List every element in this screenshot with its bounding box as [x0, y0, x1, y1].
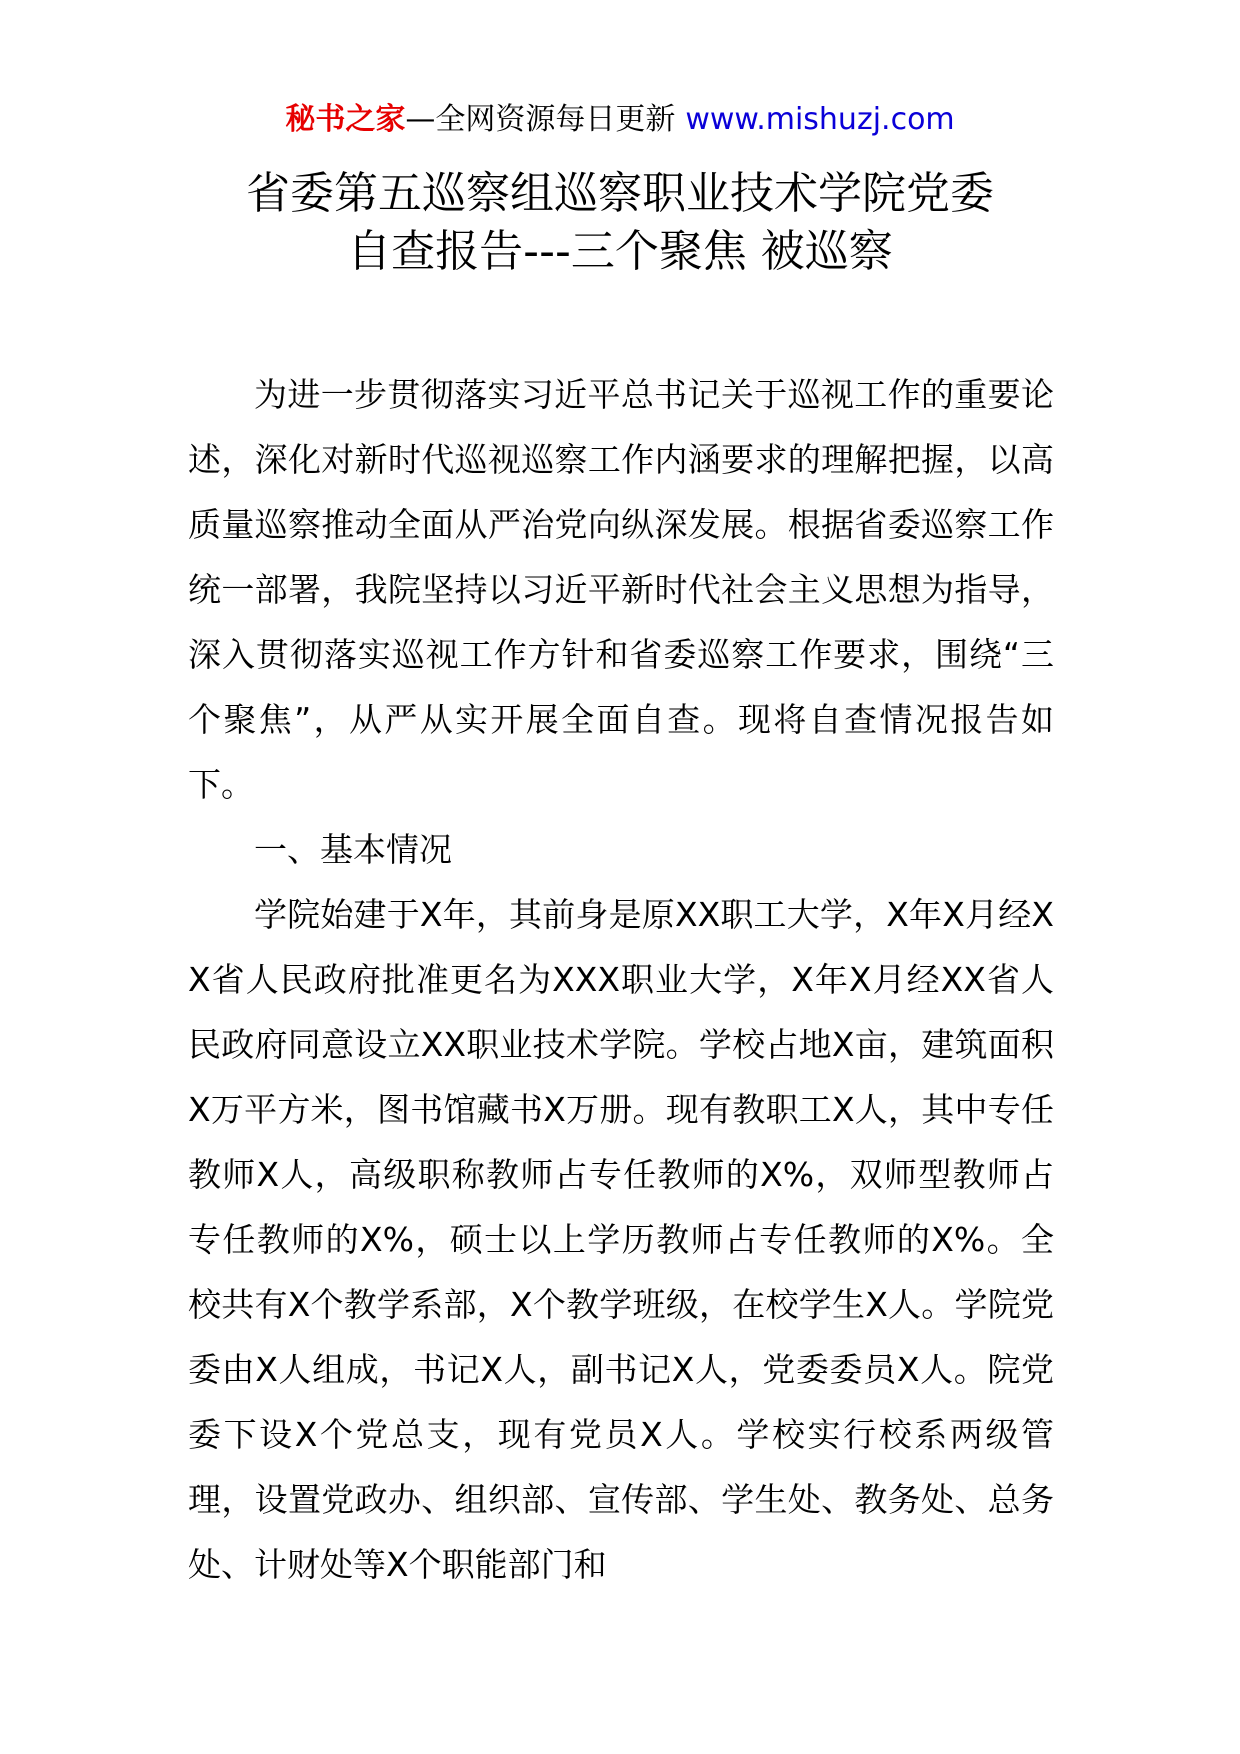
header-tagline: —全网资源每日更新 — [405, 102, 676, 137]
title-line-2: 自查报告---三个聚焦 被巡察 — [347, 226, 893, 277]
document-title — [0, 165, 1240, 281]
title-line-1: 省委第五巡察组巡察职业技术学院党委 — [246, 168, 994, 219]
intro-paragraph: 为进一步贯彻落实习近平总书记关于巡视工作的重要论述，深化对新时代巡视巡察工作内涵要求的理解把握，以高质量巡察推动全面从严治党向纵深发展。根据省委巡察工作统一部署，我院坚持以习近平新时代社会主义思想为指导，深入贯彻落实巡视工作方针和省委巡察工作要求，围绕“三个聚焦”，从严从实开展全面自查。现将自查情况报告如下。 — [188, 375, 1054, 804]
document-body — [188, 362, 1054, 1597]
section-heading-basic-info: 一、基本情况 — [254, 830, 452, 869]
brand-name: 秘书之家 — [285, 102, 406, 137]
site-header — [0, 100, 1240, 140]
basic-info-paragraph: 学院始建于X年，其前身是原XX职工大学，X年X月经XX省人民政府批准更名为XXX职业大学，X年X月经XX省人民政府同意设立XX职业技术学院。学校占地X亩，建筑面积X万平方米，图书馆藏书X万册。现有教职工X人，其中专任教师X人，高级职称教师占专任教师的X%，双师型教师占专任教师的X%，硕士以上学历教师占专任教师的X%。全校共有X个教学系部，X个教学班级，在校学生X人。学院党委由X人组成，书记X人，副书记X人，党委委员X人。院党委下设X个党总支，现有党员X人。学校实行校系两级管理，设置党政办、组织部、宣传部、学生处、教务处、总务处、计财处等X个职能部门和 — [188, 895, 1054, 1584]
site-url-link[interactable]: www.mishuzj.com — [685, 102, 955, 137]
